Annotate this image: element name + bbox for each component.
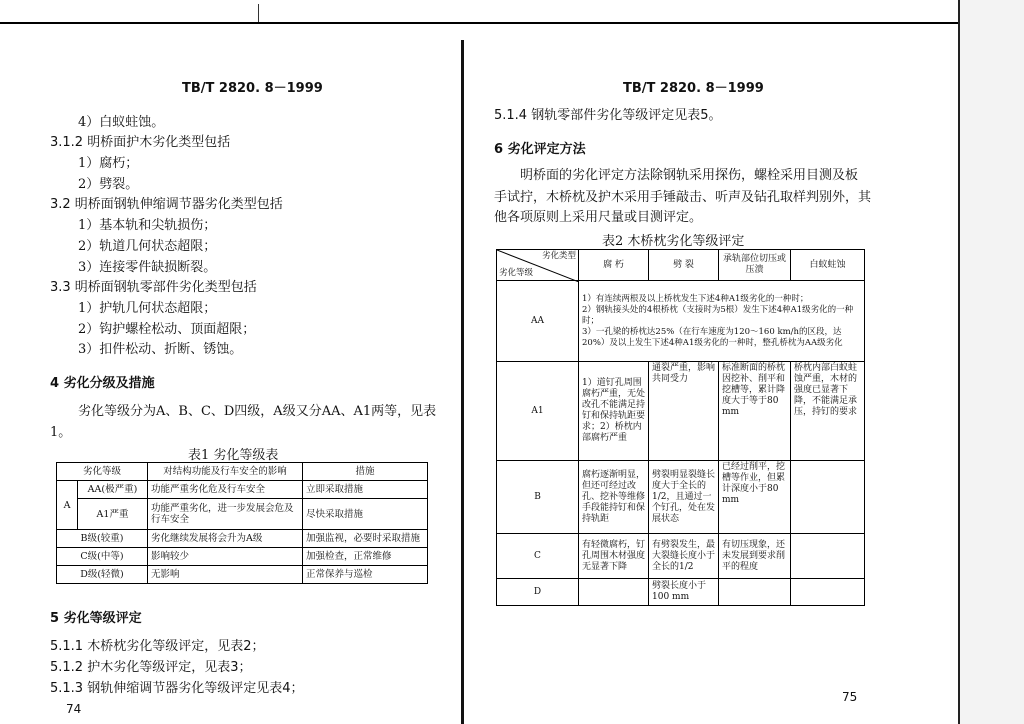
- table1-caption: 表1 劣化等级表: [188, 448, 279, 463]
- table2-cell: 1）道钉孔周围腐朽严重，无处改孔不能满足持钉和保持轨距要求；2）桥枕内部腐朽严重: [579, 362, 649, 461]
- table2-cell: 通裂严重，影响共同受力: [649, 362, 719, 461]
- clause-3-1-2: 3.1.2 明桥面护木劣化类型包括: [50, 135, 231, 150]
- table1-cell: 功能严重劣化，进一步发展会危及行车安全: [148, 499, 303, 530]
- table1-cell: AA(极严重): [78, 481, 148, 499]
- table2-grade: AA: [497, 281, 579, 362]
- table1-cell: 加强监视，必要时采取措施: [303, 530, 428, 548]
- right-page-header: TB/T 2820. 8－1999: [623, 81, 764, 96]
- scan-right-edge: [958, 0, 1024, 724]
- text-line: 1）基本轨和尖轨损伤；: [78, 218, 217, 233]
- paragraph-4-cont: 1。: [50, 425, 72, 440]
- table-1: [56, 462, 428, 584]
- text-line: 2）钩护螺栓松动、顶面超限；: [78, 322, 256, 337]
- table2-diag-bottom: 劣化等级: [499, 268, 534, 278]
- table1-header: 对结构功能及行车安全的影响: [148, 463, 303, 481]
- table2-diag-top: 劣化类型: [541, 251, 576, 261]
- table1-cell: 加强检查，正常维修: [303, 548, 428, 566]
- table2-cell: 有切压现象，还未发展到要求削平的程度: [719, 534, 791, 579]
- table2-cell: [791, 461, 865, 534]
- table-2: [496, 249, 865, 606]
- page-gutter: [461, 40, 464, 724]
- table1-cell: B级(较重): [57, 530, 148, 548]
- table2-cell: 有劈裂发生，最大裂缝长度小于全长的1/2: [649, 534, 719, 579]
- table1-cell: A1严重: [78, 499, 148, 530]
- clause-5-1-4: 5.1.4 钢轨零部件劣化等级评定见表5。: [494, 108, 722, 123]
- text-line: 3）连接零件缺损断裂。: [78, 260, 217, 275]
- table2-header: 腐 朽: [579, 250, 649, 281]
- scan-mark: [258, 4, 259, 22]
- clause-5-1-1: 5.1.1 木桥枕劣化等级评定，见表2；: [50, 639, 265, 654]
- table2-cell: [579, 579, 649, 606]
- text-line: 1）腐朽；: [78, 156, 139, 171]
- aa-item: 1）有连续两根及以上桥枕发生下述4种A1级劣化的一种时；: [582, 293, 809, 304]
- table2-header: 劈 裂: [649, 250, 719, 281]
- section-6-heading: 6 劣化评定方法: [494, 142, 586, 157]
- table2-aa-cell: [579, 281, 865, 362]
- table2-header: 承轨部位切压或压溃: [719, 250, 791, 281]
- section-4-heading: 4 劣化分级及措施: [50, 376, 155, 391]
- text-line: 1）护轨几何状态超限；: [78, 301, 217, 316]
- table2-grade: B: [497, 461, 579, 534]
- table2-cell: [719, 579, 791, 606]
- scan-top-edge: [0, 0, 1024, 24]
- table2-cell: 劈裂明显裂缝长度大于全长的1/2，且通过一个钉孔，处在发展状态: [649, 461, 719, 534]
- table2-diagonal-header: [497, 250, 579, 281]
- table1-group-a: A: [57, 481, 78, 530]
- table2-cell: 有轻微腐朽，钉孔周围木材强度无显著下降: [579, 534, 649, 579]
- table2-cell: 桥枕内部白蚁蛀蚀严重，木材的强度已显著下降，不能满足承压，持钉的要求: [791, 362, 865, 461]
- paragraph-6: 手试拧，木桥枕及护木采用手锤敲击、听声及钻孔取样判别外，其: [494, 190, 872, 205]
- table2-grade: D: [497, 579, 579, 606]
- clause-3-3: 3.3 明桥面钢轨零部件劣化类型包括: [50, 280, 257, 295]
- table1-cell: 无影响: [148, 566, 303, 584]
- aa-item: 2）钢轨接头处的4根桥枕（支接时为5根）发生下述4种A1级劣化的一种时；: [582, 304, 854, 326]
- table2-cell: [791, 579, 865, 606]
- table1-cell: 劣化继续发展将会升为A级: [148, 530, 303, 548]
- table1-cell: D级(轻微): [57, 566, 148, 584]
- paragraph-4: 劣化等级分为A、B、C、D四级，A级又分AA、A1两等，见表: [78, 404, 437, 419]
- table2-cell: 腐朽逐渐明显，但还可经过改孔、挖补等维修手段能持钉和保持轨距: [579, 461, 649, 534]
- clause-5-1-2: 5.1.2 护木劣化等级评定，见表3；: [50, 660, 252, 675]
- clause-3-2: 3.2 明桥面钢轨伸缩调节器劣化类型包括: [50, 197, 283, 212]
- paragraph-6: 明桥面的劣化评定方法除钢轨采用探伤，螺栓采用目测及板: [520, 168, 859, 183]
- table2-caption: 表2 木桥枕劣化等级评定: [602, 234, 745, 249]
- page-number-right: 75: [842, 690, 858, 704]
- table1-cell: 正常保养与巡检: [303, 566, 428, 584]
- table2-grade: C: [497, 534, 579, 579]
- aa-item: 3）一孔梁的桥枕达25%（在行车速度为120～160 km/h的区段，达20%）及以上发生下述4种A1级劣化的一种时，整孔桥枕为AA级劣化: [582, 326, 843, 348]
- text-line: 2）轨道几何状态超限；: [78, 239, 217, 254]
- table1-cell: 立即采取措施: [303, 481, 428, 499]
- table1-cell: 尽快采取措施: [303, 499, 428, 530]
- table2-cell: 已经过削平，挖槽等作业，但累计深度小于80 mm: [719, 461, 791, 534]
- table2-grade: A1: [497, 362, 579, 461]
- text-line: 3）扣件松动、折断、锈蚀。: [78, 342, 243, 357]
- text-line: 4）白蚁蛀蚀。: [78, 115, 165, 130]
- paragraph-6: 他各项原则上采用尺量或目测评定。: [494, 210, 703, 225]
- table1-cell: 影响较少: [148, 548, 303, 566]
- table1-cell: C级(中等): [57, 548, 148, 566]
- table1-header: 劣化等级: [57, 463, 148, 481]
- page-number-left: 74: [66, 702, 82, 716]
- table1-cell: 功能严重劣化危及行车安全: [148, 481, 303, 499]
- table2-cell: [791, 534, 865, 579]
- table2-header: 白蚁蛀蚀: [791, 250, 865, 281]
- clause-5-1-3: 5.1.3 钢轨伸缩调节器劣化等级评定见表4；: [50, 681, 304, 696]
- left-page-header: TB/T 2820. 8－1999: [182, 81, 323, 96]
- table2-cell: 劈裂长度小于100 mm: [649, 579, 719, 606]
- table1-header: 措施: [303, 463, 428, 481]
- text-line: 2）劈裂。: [78, 177, 139, 192]
- table2-cell: 标准断面的桥枕因挖补、削平和挖槽等，累计降度大于等于80 mm: [719, 362, 791, 461]
- section-5-heading: 5 劣化等级评定: [50, 611, 142, 626]
